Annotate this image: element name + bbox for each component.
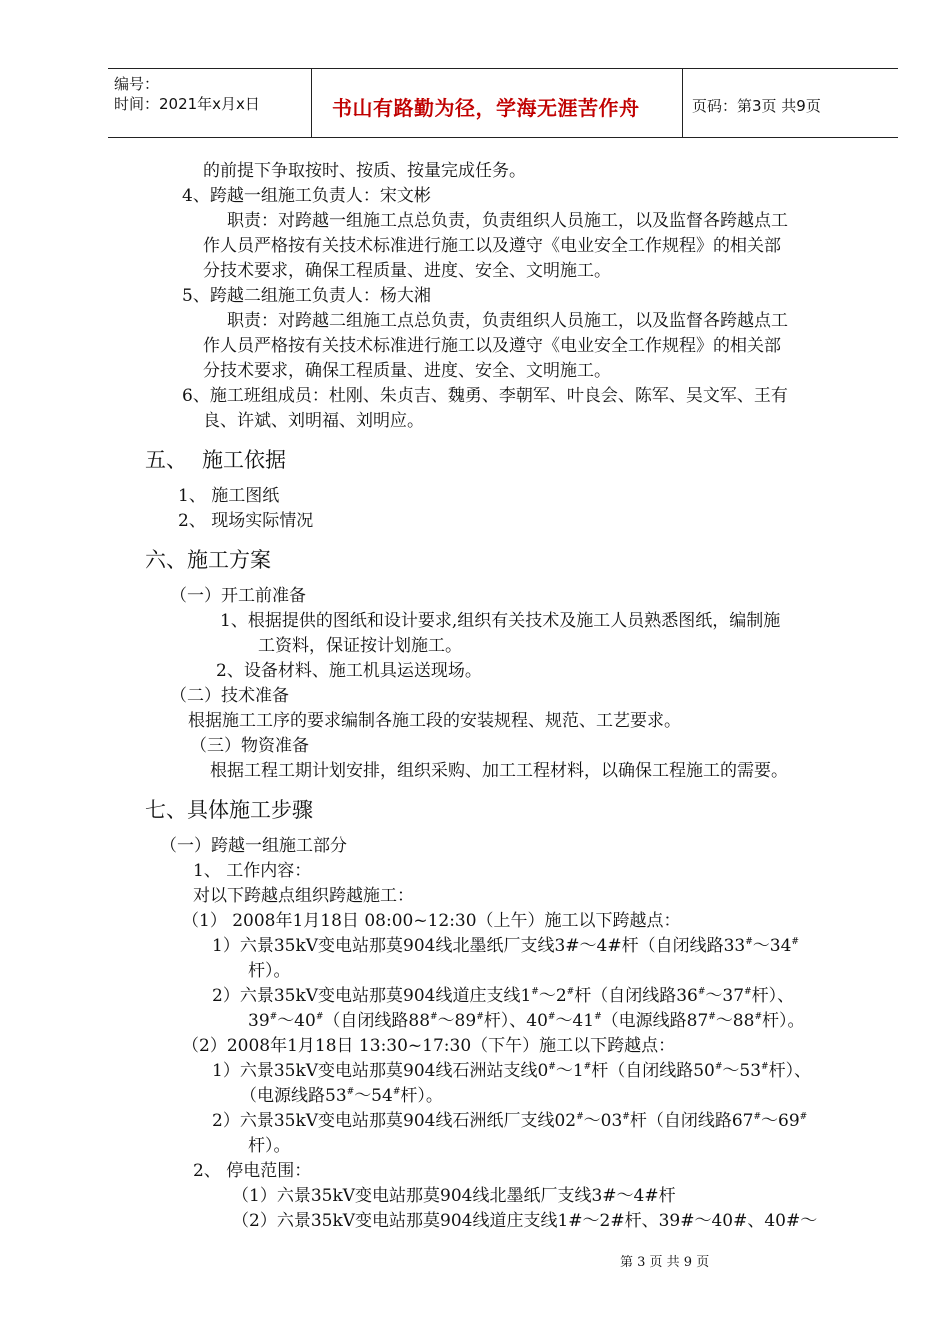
section-heading: 六、施工方案 bbox=[145, 548, 271, 572]
text-line: 的前提下争取按时、按质、按量完成任务。 bbox=[203, 161, 526, 181]
page-footer: 第 3 页 共 9 页 bbox=[620, 1255, 710, 1270]
text-line: 2）六景35kV变电站那莫904线道庄支线1#～2#杆（自闭线路36#～37#杆）、 bbox=[212, 986, 795, 1006]
header-divider bbox=[311, 69, 312, 137]
text-line: 1）六景35kV变电站那莫904线石洲站支线0#～1#杆（自闭线路50#～53#杆）、 bbox=[212, 1061, 812, 1081]
text-line: （2）2008年1月18日 13:30~17:30（下午）施工以下跨越点： bbox=[182, 1036, 676, 1056]
text-line: 2、 停电范围： bbox=[193, 1161, 312, 1181]
subsection-heading: （三）物资准备 bbox=[190, 736, 309, 756]
text-line: （电源线路53#～54#杆）。 bbox=[240, 1086, 443, 1106]
header-divider bbox=[682, 69, 683, 137]
text-line: 2、 现场实际情况 bbox=[178, 511, 314, 531]
text-line: 良、许斌、刘明福、刘明应。 bbox=[203, 411, 424, 431]
text-line: 39#～40#（自闭线路88#～89#杆）、40#～41#（电源线路87#～88#杆）。 bbox=[248, 1011, 805, 1031]
text-line: 杆）。 bbox=[248, 961, 291, 981]
subsection-heading: （一）跨越一组施工部分 bbox=[160, 836, 347, 856]
subsection-heading: （一）开工前准备 bbox=[170, 586, 306, 606]
text-line: 4、跨越一组施工负责人：宋文彬 bbox=[182, 186, 431, 206]
time-label: 时间：2021年x月x日 bbox=[114, 95, 260, 113]
text-line: 分技术要求，确保工程质量、进度、安全、文明施工。 bbox=[203, 361, 611, 381]
section-number: 五、 bbox=[145, 448, 187, 472]
text-line: （2）六景35kV变电站那莫904线道庄支线1#～2#杆、39#～40#、40#～ bbox=[232, 1211, 818, 1231]
text-line: 对以下跨越点组织跨越施工： bbox=[193, 886, 414, 906]
page-header bbox=[108, 68, 898, 138]
text-line: 根据工程工期计划安排，组织采购、加工工程材料，以确保工程施工的需要。 bbox=[210, 761, 788, 781]
text-line: 职责：对跨越二组施工点总负责，负责组织人员施工，以及监督各跨越点工 bbox=[227, 311, 788, 331]
text-line: 杆）。 bbox=[248, 1136, 291, 1156]
text-line: 1）六景35kV变电站那莫904线北墨纸厂支线3#～4#杆（自闭线路33#～34# bbox=[212, 936, 799, 956]
text-line: （1） 2008年1月18日 08:00~12:30（上午）施工以下跨越点： bbox=[182, 911, 681, 931]
text-line: 2、设备材料、施工机具运送现场。 bbox=[216, 661, 482, 681]
section-heading: 七、具体施工步骤 bbox=[145, 798, 313, 822]
text-line: 作人员严格按有关技术标准进行施工以及遵守《电业安全工作规程》的相关部 bbox=[203, 236, 781, 256]
text-line: （1）六景35kV变电站那莫904线北墨纸厂支线3#～4#杆 bbox=[232, 1186, 676, 1206]
text-line: 5、跨越二组施工负责人：杨大湘 bbox=[182, 286, 431, 306]
text-line: 2）六景35kV变电站那莫904线石洲纸厂支线02#～03#杆（自闭线路67#～69# bbox=[212, 1111, 808, 1131]
page-info: 页码：第3页 共9页 bbox=[692, 97, 821, 115]
text-line: 1、 工作内容： bbox=[193, 861, 312, 881]
text-line: 工资料，保证按计划施工。 bbox=[258, 636, 462, 656]
text-line: 职责：对跨越一组施工点总负责，负责组织人员施工，以及监督各跨越点工 bbox=[227, 211, 788, 231]
text-line: 根据施工工序的要求编制各施工段的安装规程、规范、工艺要求。 bbox=[188, 711, 681, 731]
header-motto: 书山有路勤为径，学海无涯苦作舟 bbox=[332, 96, 640, 120]
subsection-heading: （二）技术准备 bbox=[170, 686, 289, 706]
text-line: 1、 施工图纸 bbox=[178, 486, 280, 506]
text-line: 作人员严格按有关技术标准进行施工以及遵守《电业安全工作规程》的相关部 bbox=[203, 336, 781, 356]
code-label: 编号： bbox=[114, 75, 160, 93]
text-line: 1、根据提供的图纸和设计要求,组织有关技术及施工人员熟悉图纸，编制施 bbox=[220, 611, 781, 631]
text-line: 6、施工班组成员：杜刚、朱贞吉、魏勇、李朝军、叶良会、陈军、吴文军、王有 bbox=[182, 386, 788, 406]
text-line: 分技术要求，确保工程质量、进度、安全、文明施工。 bbox=[203, 261, 611, 281]
section-heading: 施工依据 bbox=[202, 448, 286, 472]
